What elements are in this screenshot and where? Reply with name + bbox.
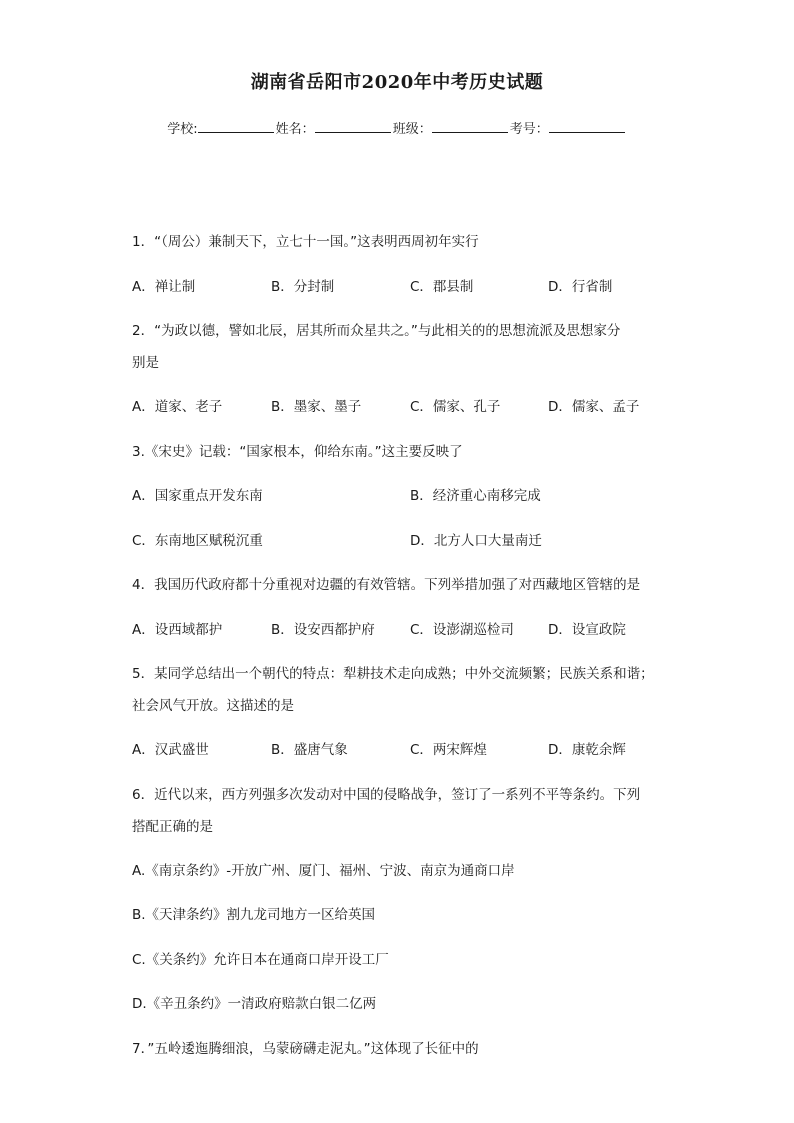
q4-option-c[interactable]: C．设澎湖巡检司 [410,622,514,638]
class-label: 班级： [392,122,432,137]
question-6-stem-line-1: 6．近代以来，西方列强多次发动对中国的侵略战争，签订了一系列不平等条约。下列 [132,787,641,803]
q1-option-d[interactable]: D．行省制 [548,279,613,295]
question-1-stem: 1．“（周公）兼制天下，立七十一国。”这表明西周初年实行 [132,234,479,250]
q3-option-d[interactable]: D．北方人口大量南迁 [410,533,542,549]
school-field [167,118,275,137]
name-blank[interactable] [315,120,391,133]
q6-option-d[interactable]: D.《辛丑条约》一清政府赔款白银二亿两 [132,996,377,1012]
q6-option-a[interactable]: A.《南京条约》-开放广州、厦门、福州、宁波、南京为通商口岸 [132,863,515,879]
q5-option-d[interactable]: D．康乾余辉 [548,742,626,758]
question-6-stem-line-2: 搭配正确的是 [132,819,213,835]
school-label: 学校: [167,122,198,137]
q2-option-a[interactable]: A．道家、老子 [132,399,223,415]
question-5-stem-line-2: 社会风气开放。这描述的是 [132,698,294,714]
exam-no-label: 考号： [509,122,549,137]
q4-option-d[interactable]: D．设宣政院 [548,622,626,638]
q2-option-b[interactable]: B．墨家、墨子 [271,399,362,415]
q2-option-c[interactable]: C．儒家、孔子 [410,399,501,415]
q1-option-a[interactable]: A．禅让制 [132,279,196,295]
q1-option-b[interactable]: B．分封制 [271,279,335,295]
q2-option-d[interactable]: D．儒家、孟子 [548,399,640,415]
q1-option-c[interactable]: C．郡县制 [410,279,474,295]
question-2-stem-line-2: 别是 [132,355,159,371]
question-4-stem: 4．我国历代政府都十分重视对边疆的有效管辖。下列举措加强了对西藏地区管辖的是 [132,577,641,593]
class-blank[interactable] [432,120,508,133]
q3-option-c[interactable]: C．东南地区赋税沉重 [132,533,263,549]
name-label: 姓名： [275,122,315,137]
page-title: 湖南省岳阳市2020年中考历史试题 [250,72,544,93]
q6-option-b[interactable]: B.《天津条约》割九龙司地方一区给英国 [132,907,376,923]
class-field [393,118,510,137]
school-blank[interactable] [198,120,274,133]
q3-option-b[interactable]: B．经济重心南移完成 [410,488,541,504]
q5-option-a[interactable]: A．汉武盛世 [132,742,209,758]
exam-no-blank[interactable] [549,120,625,133]
question-2-stem-line-1: 2．“为政以德，譬如北辰，居其所而众星共之。”与此相关的的思想流派及思想家分 [132,323,621,339]
question-3-stem: 3.《宋史》记载：“国家根本，仰给东南。”这主要反映了 [132,444,463,460]
student-info-row [0,118,794,137]
question-5-stem-line-1: 5．某同学总结出一个朝代的特点：犁耕技术走向成熟；中外交流频繁；民族关系和谐； [132,666,654,682]
q5-option-b[interactable]: B．盛唐气象 [271,742,348,758]
q5-option-c[interactable]: C．两宋辉煌 [410,742,487,758]
question-7-stem: 7．”五岭逶迤腾细浪，乌蒙磅礴走泥丸。”这体现了长征中的 [132,1041,479,1057]
name-field [276,118,393,137]
exam-no-field [510,118,627,137]
q4-option-b[interactable]: B．设安西都护府 [271,622,375,638]
q4-option-a[interactable]: A．设西域都护 [132,622,223,638]
q3-option-a[interactable]: A．国家重点开发东南 [132,488,263,504]
q6-option-c[interactable]: C.《关条约》允许日本在通商口岸开设工厂 [132,952,389,968]
